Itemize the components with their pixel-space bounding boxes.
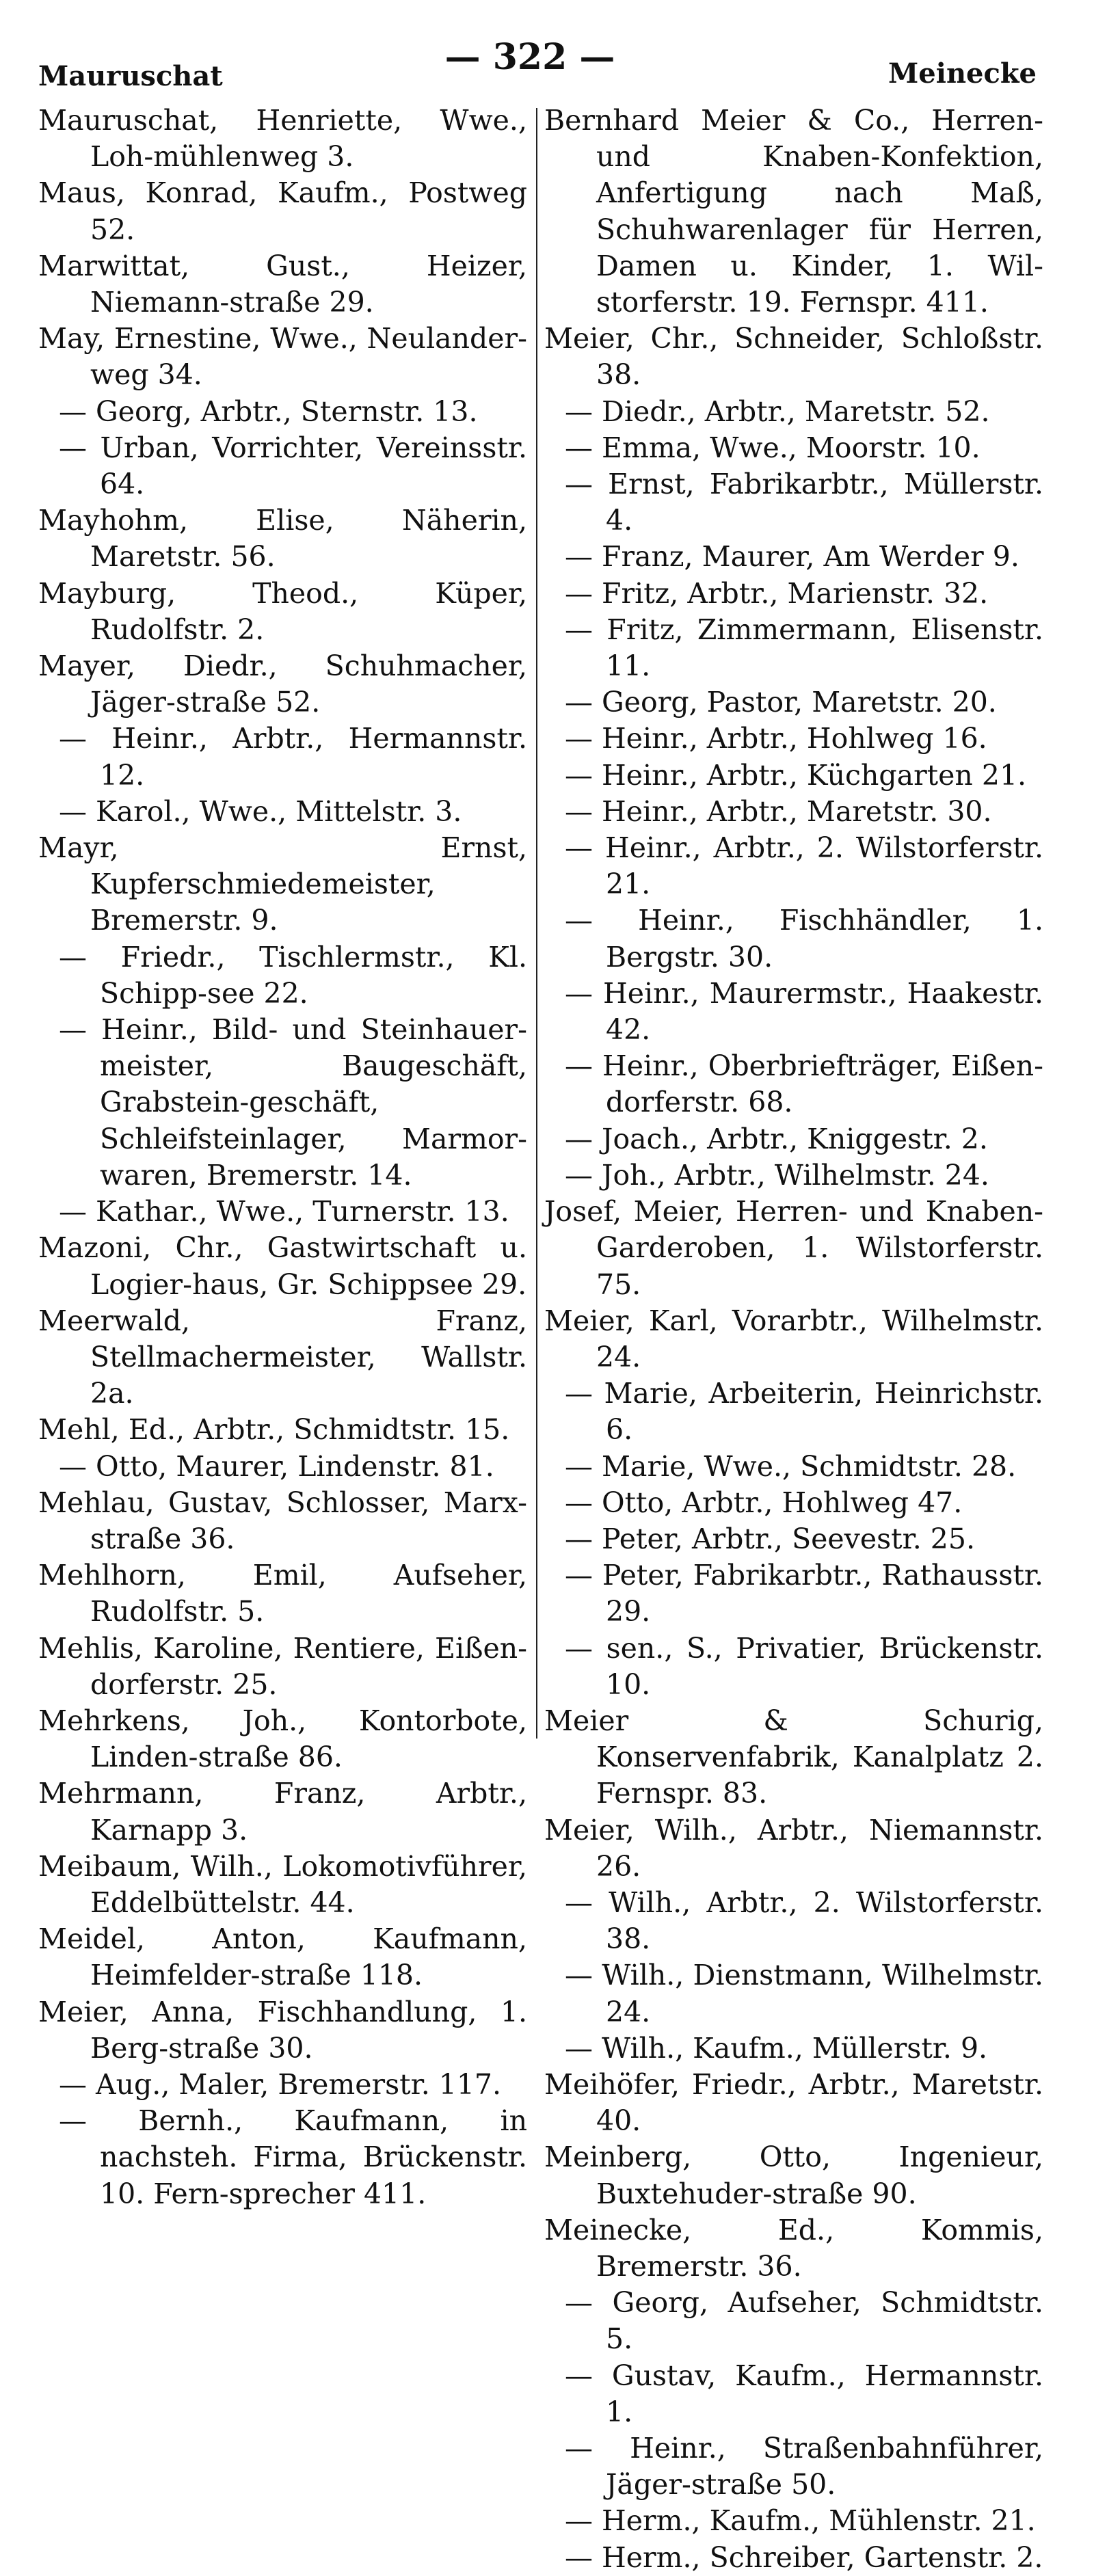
entry-sub: — Friedr., Tischlermstr., Kl. Schipp-see 22. <box>59 940 527 1010</box>
entry-sub: — Peter, Arbtr., Seevestr. 25. <box>565 1522 975 1555</box>
entry: Meier, Wilh., Arbtr., Niemannstr. 26. <box>544 1813 1043 1883</box>
entry: Mehlhorn, Emil, Aufseher, Rudolfstr. 5. <box>38 1559 527 1628</box>
entry-sub: — Wilh., Arbtr., 2. Wilstorferstr. 38. <box>565 1886 1043 1956</box>
entry-sub: — Wilh., Dienstmann, Wilhelmstr. 24. <box>565 1959 1043 2028</box>
page-header <box>0 33 1094 94</box>
entry-sub: — Wilh., Kaufm., Müllerstr. 9. <box>565 2031 988 2065</box>
entry: Mehrkens, Joh., Kontorbote, Linden-straße 86. <box>38 1704 527 1774</box>
entry: Bernhard Meier & Co., Herren- und Knaben-Konfektion, Anfertigung nach Maß, Schuhwarenlager für Herren, Damen u. Kinder, 1. Wil-storferstr. 19. Fernspr. 411. <box>544 104 1043 319</box>
left-column <box>38 103 527 2212</box>
entry: May, Ernestine, Wwe., Neulander-weg 34. <box>38 322 527 392</box>
entry-sub: — Herm., Schreiber, Gartenstr. 2. <box>565 2540 1043 2574</box>
entry-sub: — Heinr., Oberbriefträger, Eißen-dorferstr. 68. <box>565 1049 1043 1119</box>
entry: Mehlis, Karoline, Rentiere, Eißen-dorferstr. 25. <box>38 1631 527 1701</box>
entry: Mazoni, Chr., Gastwirtschaft u. Logier-haus, Gr. Schippsee 29. <box>38 1231 527 1301</box>
entry-sub: — Marie, Arbeiterin, Heinrichstr. 6. <box>565 1377 1043 1447</box>
entry-sub: — Heinr., Arbtr., Hohlweg 16. <box>565 722 987 755</box>
entry-sub: — Karol., Wwe., Mittelstr. 3. <box>59 794 462 828</box>
entry: Mayburg, Theod., Küper, Rudolfstr. 2. <box>38 576 527 646</box>
entry-sub: — Peter, Fabrikarbtr., Rathausstr. 29. <box>565 1559 1043 1628</box>
entry-sub: — Heinr., Straßenbahnführer, Jäger-straße 50. <box>565 2432 1043 2501</box>
entry-sub: — Georg, Aufseher, Schmidtstr. 5. <box>565 2286 1043 2356</box>
entry-sub: — Fritz, Arbtr., Marienstr. 32. <box>565 576 989 610</box>
entry-sub: — Heinr., Arbtr., 2. Wilstorferstr. 21. <box>565 831 1043 901</box>
entry-sub: — sen., S., Privatier, Brückenstr. 10. <box>565 1631 1043 1701</box>
entry: Mehlau, Gustav, Schlosser, Marx-straße 36. <box>38 1486 527 1555</box>
entry-sub: — Otto, Maurer, Lindenstr. 81. <box>59 1449 494 1483</box>
entry: Mehrmann, Franz, Arbtr., Karnapp 3. <box>38 1777 527 1847</box>
entry: Meibaum, Wilh., Lokomotivführer, Eddelbüttelstr. 44. <box>38 1849 527 1919</box>
entry-sub: — Heinr., Maurermstr., Haakestr. 42. <box>565 976 1043 1047</box>
entry: Meinberg, Otto, Ingenieur, Buxtehuder-straße 90. <box>544 2141 1043 2210</box>
entry-sub: — Otto, Arbtr., Hohlweg 47. <box>565 1486 963 1519</box>
entry: Josef, Meier, Herren- und Knaben-Garderoben, 1. Wilstorferstr. 75. <box>544 1195 1043 1301</box>
entry-sub: — Herm., Kaufm., Mühlenstr. 21. <box>565 2504 1036 2538</box>
entry-sub: — Joach., Arbtr., Kniggestr. 2. <box>565 1122 988 1155</box>
entry-sub: — Heinr., Arbtr., Küchgarten 21. <box>565 758 1027 792</box>
entry-sub: — Bernh., Kaufmann, in nachsteh. Firma, Brückenstr. 10. Fern-sprecher 411. <box>59 2104 527 2210</box>
entry-sub: — Heinr., Bild- und Steinhauer-meister, Baugeschäft, Grabstein-geschäft, Schleifsteinlager, Marmor-waren, Bremerstr. 14. <box>59 1013 527 1192</box>
entry: Meier, Chr., Schneider, Schloßstr. 38. <box>544 322 1043 392</box>
entry: Mauruschat, Henriette, Wwe., Loh-mühlenweg 3. <box>38 104 527 174</box>
entry-sub: — Urban, Vorrichter, Vereinsstr. 64. <box>59 431 527 501</box>
entry: Meerwald, Franz, Stellmachermeister, Wallstr. 2a. <box>38 1304 527 1410</box>
entry-sub: — Ernst, Fabrikarbtr., Müllerstr. 4. <box>565 468 1043 537</box>
entry: Marwittat, Gust., Heizer, Niemann-straße 29. <box>38 249 527 319</box>
entry-sub: — Heinr., Arbtr., Hermannstr. 12. <box>59 722 527 792</box>
entry-sub: — Joh., Arbtr., Wilhelmstr. 24. <box>565 1158 989 1192</box>
entry: Meihöfer, Friedr., Arbtr., Maretstr. 40. <box>544 2067 1043 2138</box>
entry: Mayr, Ernst, Kupferschmiedemeister, Bremerstr. 9. <box>38 831 527 937</box>
entry-sub: — Fritz, Zimmermann, Elisenstr. 11. <box>565 613 1043 683</box>
entry-sub: — Heinr., Fischhändler, 1. Bergstr. 30. <box>565 904 1043 974</box>
entry: Meier & Schurig, Konservenfabrik, Kanalplatz 2. Fernspr. 83. <box>544 1704 1043 1810</box>
entry: Mehl, Ed., Arbtr., Schmidtstr. 15. <box>38 1413 510 1447</box>
entry-sub: — Georg, Arbtr., Sternstr. 13. <box>59 394 478 428</box>
header-right-keyword: Meinecke <box>888 57 1037 90</box>
entry-sub: — Franz, Maurer, Am Werder 9. <box>565 540 1019 574</box>
entry: Meinecke, Ed., Kommis, Bremerstr. 36. <box>544 2213 1043 2283</box>
entry-sub: — Georg, Pastor, Maretstr. 20. <box>565 686 997 719</box>
entry-sub: — Emma, Wwe., Moorstr. 10. <box>565 431 980 464</box>
entry: Meidel, Anton, Kaufmann, Heimfelder-straße 118. <box>38 1922 527 1992</box>
entry-sub: — Aug., Maler, Bremerstr. 117. <box>59 2067 502 2101</box>
entry-sub: — Kathar., Wwe., Turnerstr. 13. <box>59 1195 509 1229</box>
column-divider <box>536 108 537 1739</box>
entry: Mayhohm, Elise, Näherin, Maretstr. 56. <box>38 504 527 574</box>
header-left-keyword: Mauruschat <box>38 60 223 92</box>
entry-sub: — Diedr., Arbtr., Maretstr. 52. <box>565 394 990 428</box>
entry-sub: — Gustav, Kaufm., Hermannstr. 1. <box>565 2359 1043 2428</box>
page-number: — 322 — <box>444 36 615 78</box>
entry: Mayer, Diedr., Schuhmacher, Jäger-straße 52. <box>38 649 527 719</box>
entry: Meier, Anna, Fischhandlung, 1. Berg-straße 30. <box>38 1995 527 2065</box>
right-column <box>544 103 1043 2576</box>
entry-sub: — Marie, Wwe., Schmidtstr. 28. <box>565 1449 1017 1483</box>
entry-sub: — Heinr., Arbtr., Maretstr. 30. <box>565 794 992 828</box>
entry: Maus, Konrad, Kaufm., Postweg 52. <box>38 176 527 246</box>
entry: Meier, Karl, Vorarbtr., Wilhelmstr. 24. <box>544 1304 1043 1373</box>
